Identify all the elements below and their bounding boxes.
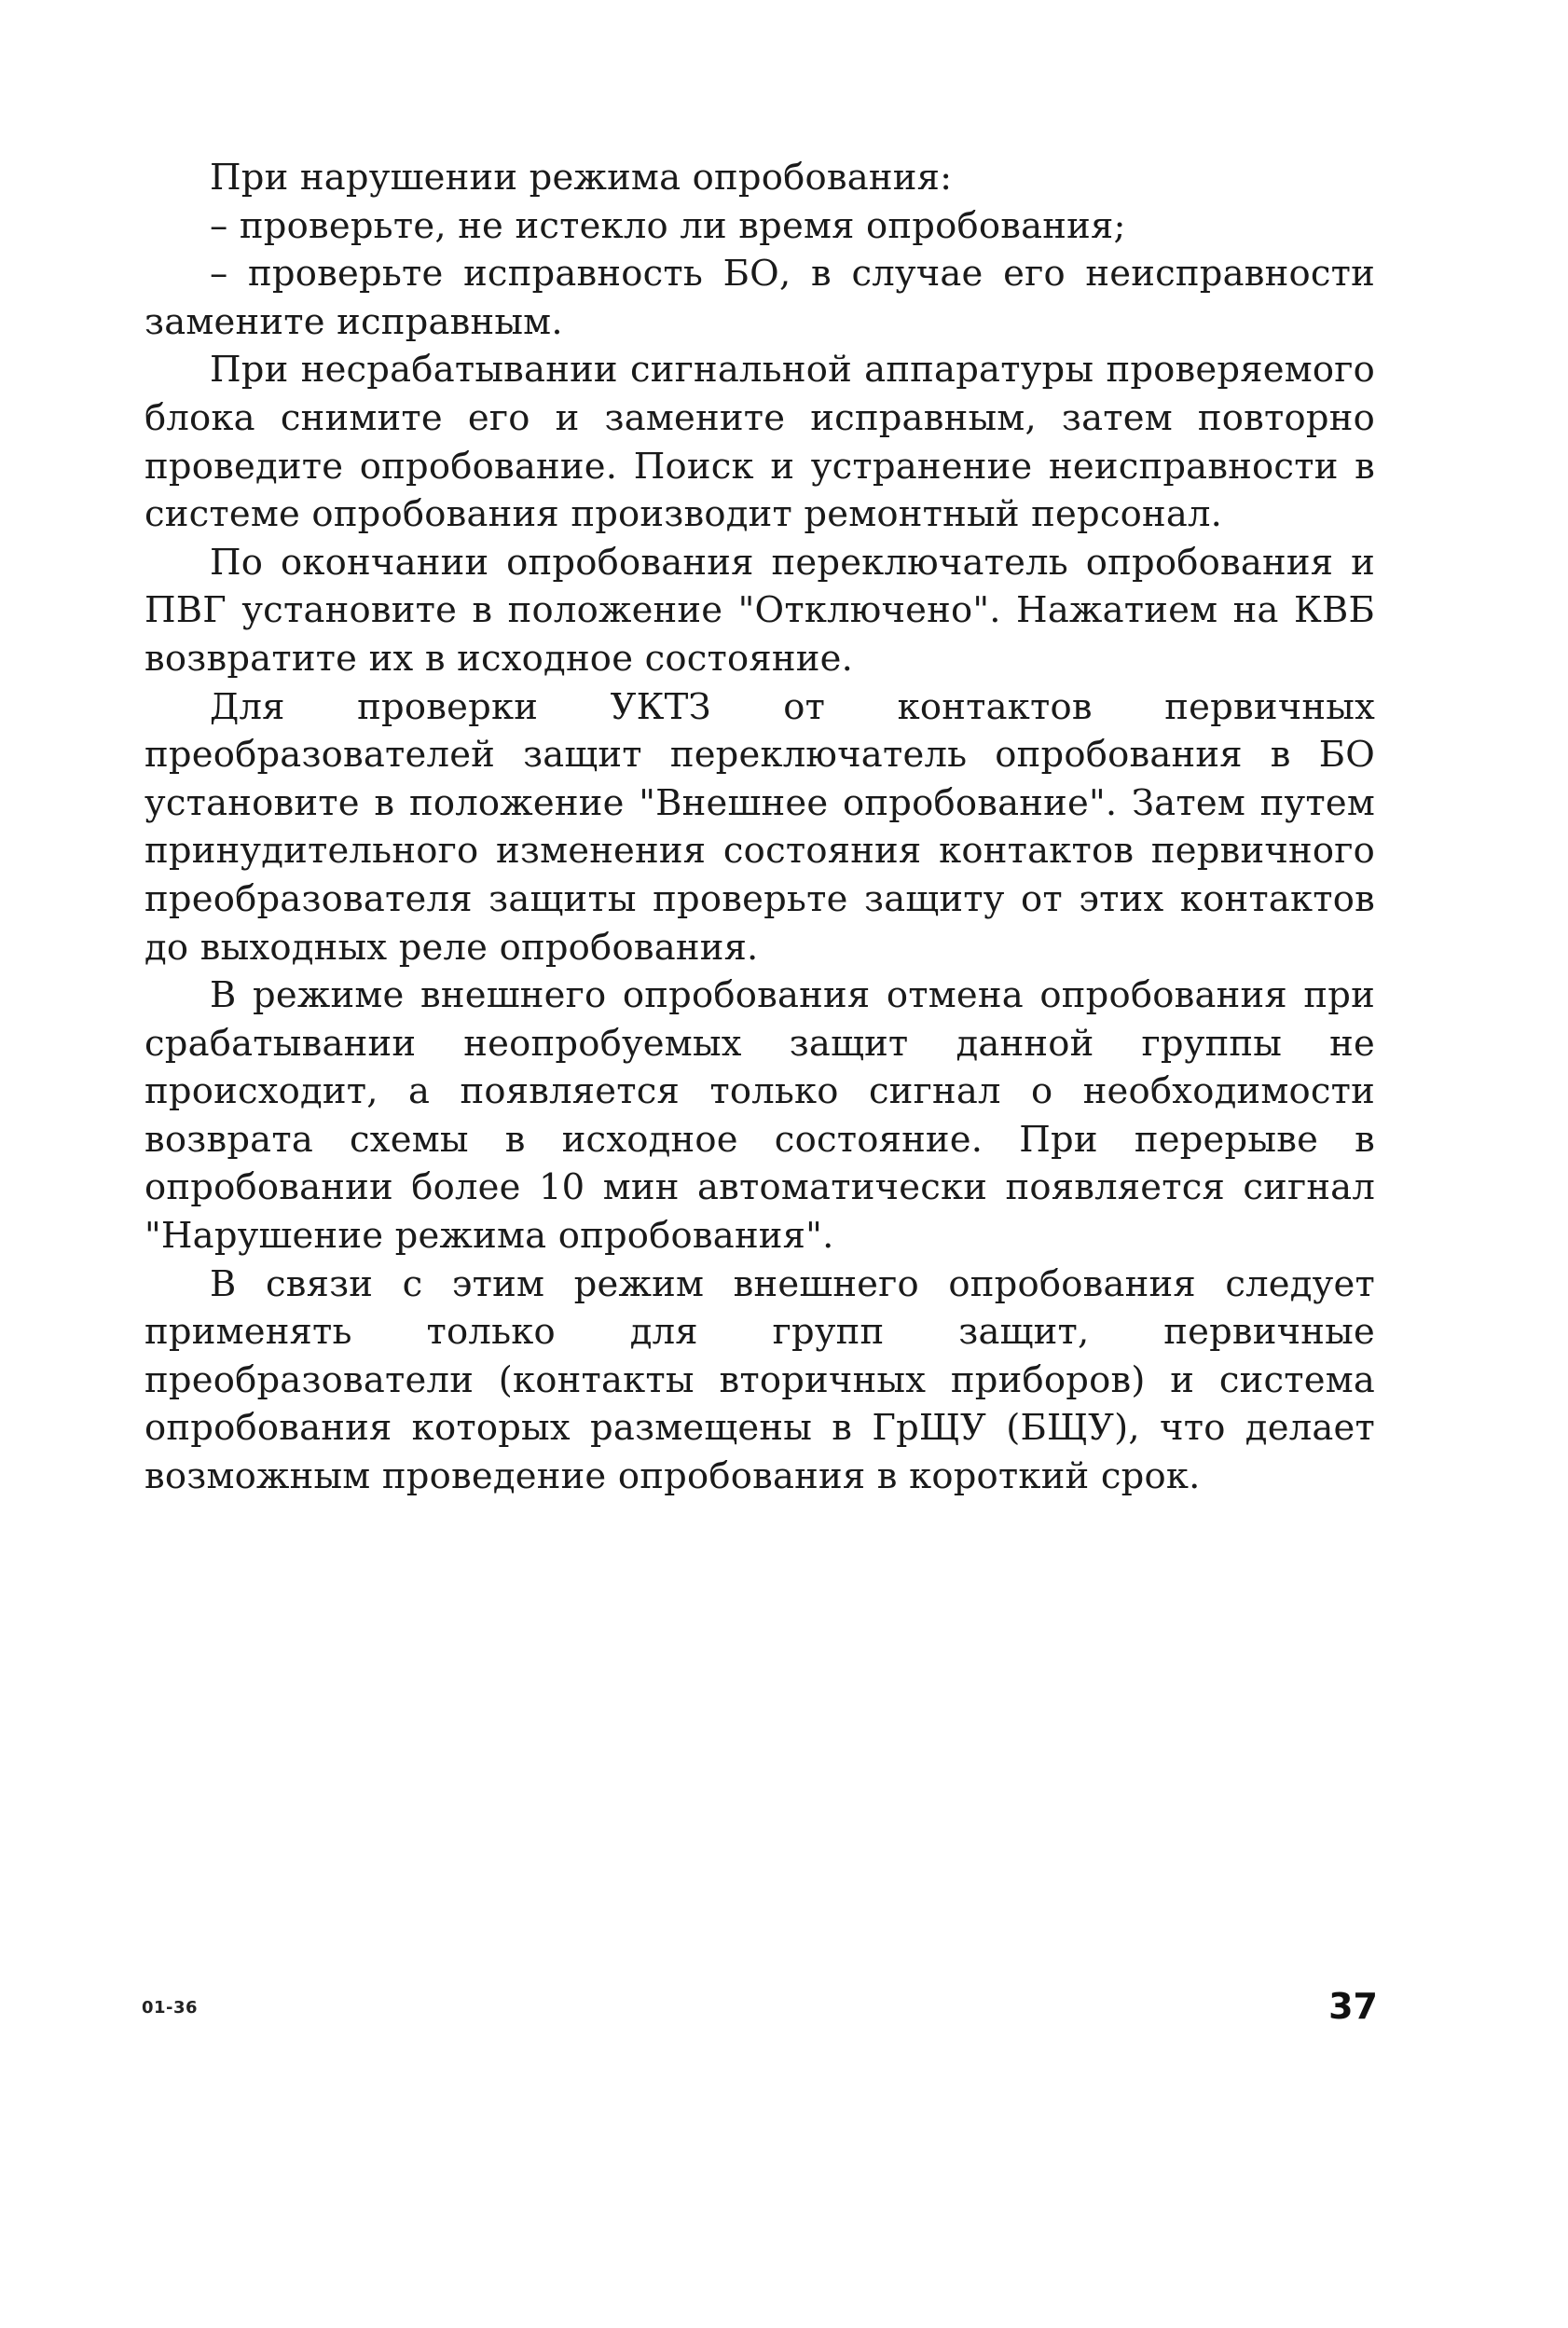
paragraph-ukt3-check: Для проверки УКТЗ от контактов первичных преобразователей защит переключатель опробования в БО установите в положение "Внешнее опробование". Затем путем принудительного изменения состояния контактов первичного преобразователя защиты проверьте защиту от этих контактов до выходных реле опробования. — [144, 685, 1375, 969]
paragraph-signal-failure: При несрабатывании сигнальной аппаратуры проверяемого блока снимите его и замените исправным, затем повторно проведите опробование. Поиск и устранение неисправности в системе опробования производит ремонтный персонал. — [144, 349, 1375, 536]
paragraph-intro: При нарушении режима опробования: — [210, 157, 953, 199]
list-item-check-time: – проверьте, не истекло ли время опробования; — [210, 204, 1126, 247]
footer-code: 01-36 — [142, 1998, 199, 2018]
paragraph-end-testing: По окончании опробования переключатель опробования и ПВГ установите в положение "Отключено". Нажатием на КВБ возвратите их в исходное состояние. — [144, 541, 1375, 680]
page-number: 37 — [1328, 1986, 1378, 2027]
list-item-check-bo: – проверьте исправность БО, в случае его неисправности замените исправным. — [144, 253, 1375, 343]
paragraph-external-mode: В режиме внешнего опробования отмена опробования при срабатывании неопробуемых защит данной группы не происходит, а появляется только сигнал о необходимости возврата схемы в исходное состояние. При перерыве в опробовании более 10 мин автоматически появляется сигнал "Нарушение режима опробования". — [144, 974, 1375, 1258]
paragraph-usage-note: В связи с этим режим внешнего опробования следует применять только для групп защит, первичные преобразователи (контакты вторичных приборов) и система опробования которых размещены в ГрЩУ (БЩУ), что делает возможным проведение опробования в короткий срок. — [144, 1262, 1375, 1498]
body-text — [144, 154, 1375, 1501]
